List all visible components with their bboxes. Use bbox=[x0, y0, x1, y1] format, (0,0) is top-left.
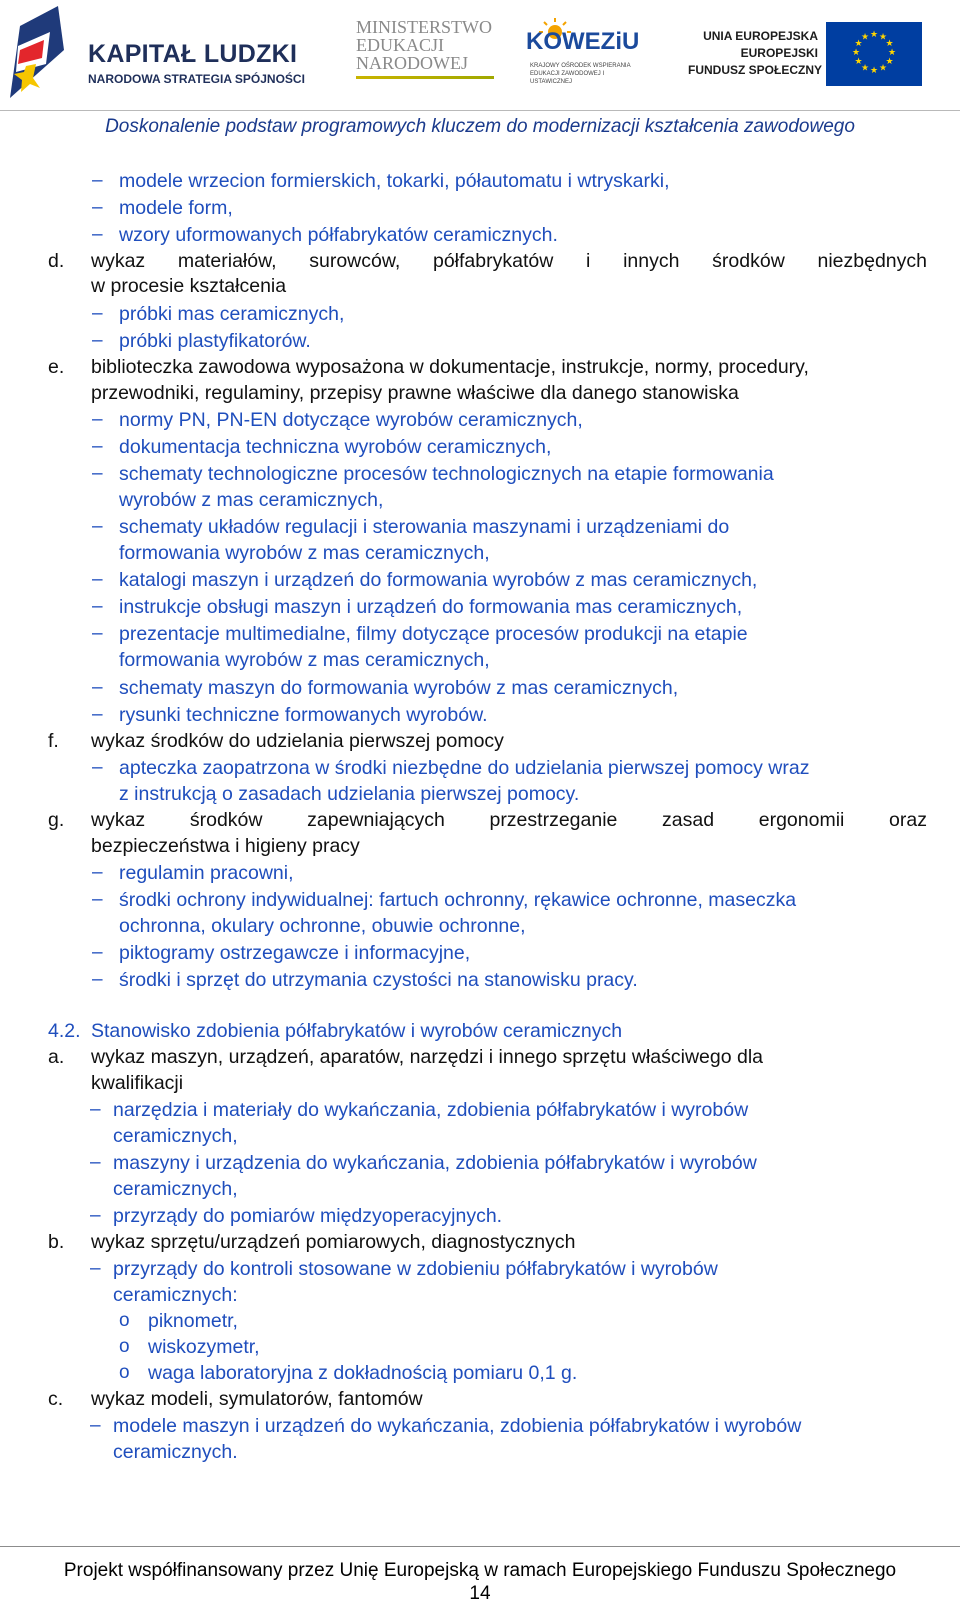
logo-kapital-ludzki bbox=[6, 6, 306, 102]
dash-marker: – bbox=[90, 1152, 101, 1173]
svg-text:★: ★ bbox=[851, 48, 861, 58]
kowezu-title: KOWEZiU bbox=[526, 28, 640, 55]
dash-marker: – bbox=[92, 330, 103, 351]
section-a-heading-cont: kwalifikacji bbox=[91, 1072, 184, 1094]
svg-text:★: ★ bbox=[860, 63, 870, 74]
section-g-heading: wykaz środków zapewniających przestrzeganie zasad ergonomii oraz bbox=[91, 809, 927, 831]
list-item: normy PN, PN-EN dotyczące wyrobów ceramicznych, bbox=[119, 409, 583, 431]
list-item-cont: z instrukcją o zasadach udzielania pierwszej pomocy. bbox=[119, 783, 580, 805]
dash-marker: – bbox=[92, 942, 103, 963]
svg-text:★: ★ bbox=[860, 32, 870, 43]
list-marker-c: c. bbox=[48, 1388, 64, 1410]
men-line-1: MINISTERSTWO bbox=[356, 17, 492, 37]
dash-marker: – bbox=[92, 862, 103, 883]
header-logos bbox=[0, 0, 960, 112]
dash-marker: – bbox=[92, 623, 103, 644]
ue-line-2: EUROPEJSKI bbox=[740, 46, 818, 60]
header-rule bbox=[0, 110, 960, 111]
sub-list-item: piknometr, bbox=[148, 1310, 238, 1332]
list-item: środki i sprzęt do utrzymania czystości na stanowisku pracy. bbox=[119, 969, 638, 991]
dash-marker: – bbox=[92, 197, 103, 218]
list-item: modele wrzecion formierskich, tokarki, półautomatu i wtryskarki, bbox=[119, 170, 670, 192]
list-marker-a: a. bbox=[48, 1046, 65, 1068]
list-marker-b: b. bbox=[48, 1231, 65, 1253]
list-item: przyrządy do kontroli stosowane w zdobieniu półfabrykatów i wyrobów bbox=[113, 1258, 718, 1280]
dash-marker: – bbox=[92, 704, 103, 725]
list-item-cont: formowania wyrobów z mas ceramicznych, bbox=[119, 542, 490, 564]
dash-marker: – bbox=[92, 516, 103, 537]
dash-marker: – bbox=[92, 969, 103, 990]
list-marker-d: d. bbox=[48, 250, 65, 272]
dash-marker: – bbox=[92, 569, 103, 590]
list-item-cont: wyrobów z mas ceramicznych, bbox=[119, 489, 384, 511]
section-d-heading-cont: w procesie kształcenia bbox=[91, 275, 287, 297]
svg-text:★: ★ bbox=[887, 48, 897, 58]
section-c-heading: wykaz modeli, symulatorów, fantomów bbox=[91, 1388, 423, 1410]
svg-text:★: ★ bbox=[885, 57, 894, 67]
list-marker-f: f. bbox=[48, 730, 59, 752]
svg-text:★: ★ bbox=[854, 57, 863, 67]
kapital-ludzki-title: KAPITAŁ LUDZKI bbox=[88, 40, 298, 68]
list-item: rysunki techniczne formowanych wyrobów. bbox=[119, 704, 488, 726]
ue-line-3: FUNDUSZ SPOŁECZNY bbox=[688, 63, 823, 77]
list-marker-e: e. bbox=[48, 356, 65, 378]
list-item-cont: ceramicznych. bbox=[113, 1441, 238, 1463]
list-item: katalogi maszyn i urządzeń do formowania wyrobów z mas ceramicznych, bbox=[119, 569, 758, 591]
list-item-cont: formowania wyrobów z mas ceramicznych, bbox=[119, 649, 490, 671]
list-item: wzory uformowanych półfabrykatów ceramicznych. bbox=[119, 224, 558, 246]
dash-marker: – bbox=[92, 463, 103, 484]
logo-ministerstwo bbox=[356, 18, 506, 88]
list-item: próbki plastyfikatorów. bbox=[119, 330, 311, 352]
kowezu-subtitle: KRAJOWY OŚRODEK WSPIERANIA EDUKACJI ZAWODOWEJ I USTAWICZNEJ bbox=[530, 63, 631, 85]
circle-bullet-marker: o bbox=[119, 1362, 130, 1383]
list-item: modele maszyn i urządzeń do wykańczania, zdobienia półfabrykatów i wyrobów bbox=[113, 1415, 802, 1437]
dash-marker: – bbox=[92, 436, 103, 457]
section-g-heading-cont: bezpieczeństwa i higieny pracy bbox=[91, 835, 360, 857]
list-item: przyrządy do pomiarów międzyoperacyjnych. bbox=[113, 1205, 503, 1227]
men-line-3: NARODOWEJ bbox=[356, 53, 468, 73]
sub-list-item: wiskozymetr, bbox=[148, 1336, 260, 1358]
list-item: środki ochrony indywidualnej: fartuch ochronny, rękawice ochronne, maseczka bbox=[119, 889, 797, 911]
list-item: narzędzia i materiały do wykańczania, zdobienia półfabrykatów i wyrobów bbox=[113, 1099, 749, 1121]
section-f-heading: wykaz środków do udzielania pierwszej pomocy bbox=[91, 730, 504, 752]
svg-text:★: ★ bbox=[869, 30, 879, 40]
dash-marker: – bbox=[92, 303, 103, 324]
dash-marker: – bbox=[92, 889, 103, 910]
kapital-ludzki-subtitle: NARODOWA STRATEGIA SPÓJNOŚCI bbox=[88, 72, 305, 86]
list-item: modele form, bbox=[119, 197, 233, 219]
list-item-cont: ceramicznych, bbox=[113, 1178, 238, 1200]
list-item: instrukcje obsługi maszyn i urządzeń do formowania mas ceramicznych, bbox=[119, 596, 743, 618]
footer-text: Projekt współfinansowany przez Unię Europejską w ramach Europejskiego Funduszu Społecznego bbox=[63, 1560, 897, 1581]
section-d-heading: wykaz materiałów, surowców, półfabrykatów i innych środków niezbędnych bbox=[91, 250, 927, 272]
dash-marker: – bbox=[92, 224, 103, 245]
list-item: maszyny i urządzenia do wykańczania, zdobienia półfabrykatów i wyrobów bbox=[113, 1152, 757, 1174]
svg-text:★: ★ bbox=[878, 32, 888, 43]
kapital-ludzki-emblem-icon bbox=[6, 6, 76, 102]
dash-marker: – bbox=[90, 1258, 101, 1279]
svg-text:★: ★ bbox=[878, 63, 888, 74]
sub-list-item: waga laboratoryjna z dokładnością pomiaru 0,1 g. bbox=[148, 1362, 578, 1384]
list-item: piktogramy ostrzegawcze i informacyjne, bbox=[119, 942, 471, 964]
list-item-cont: ceramicznych, bbox=[113, 1125, 238, 1147]
section-title: Stanowisko zdobienia półfabrykatów i wyrobów ceramicznych bbox=[91, 1020, 623, 1042]
list-marker-g: g. bbox=[48, 809, 65, 831]
eu-stars-icon bbox=[826, 22, 922, 86]
dash-marker: – bbox=[92, 170, 103, 191]
list-item: dokumentacja techniczna wyrobów ceramicznych, bbox=[119, 436, 552, 458]
circle-bullet-marker: o bbox=[119, 1310, 130, 1331]
dash-marker: – bbox=[90, 1415, 101, 1436]
header-title: Doskonalenie podstaw programowych kluczem do modernizacji kształcenia zawodowego bbox=[105, 116, 855, 137]
dash-marker: – bbox=[92, 409, 103, 430]
list-item: próbki mas ceramicznych, bbox=[119, 303, 345, 325]
list-item: regulamin pracowni, bbox=[119, 862, 294, 884]
men-line-2: EDUKACJI bbox=[356, 35, 444, 55]
list-item: schematy technologiczne procesów technologicznych na etapie formowania bbox=[119, 463, 774, 485]
ue-text bbox=[688, 28, 823, 79]
list-item: schematy maszyn do formowania wyrobów z mas ceramicznych, bbox=[119, 677, 679, 699]
svg-text:★: ★ bbox=[854, 39, 863, 49]
dash-marker: – bbox=[90, 1099, 101, 1120]
section-number: 4.2. bbox=[48, 1020, 81, 1042]
section-e-heading: biblioteczka zawodowa wyposażona w dokumentacje, instrukcje, normy, procedury, bbox=[91, 356, 809, 378]
circle-bullet-marker: o bbox=[119, 1336, 130, 1357]
dash-marker: – bbox=[92, 596, 103, 617]
section-a-heading: wykaz maszyn, urządzeń, aparatów, narzędzi i innego sprzętu właściwego dla bbox=[91, 1046, 764, 1068]
dash-marker: – bbox=[92, 677, 103, 698]
men-underline bbox=[356, 76, 494, 79]
footer-rule bbox=[0, 1546, 960, 1547]
list-item: schematy układów regulacji i sterowania maszynami i urządzeniami do bbox=[119, 516, 730, 538]
ue-line-1: UNIA EUROPEJSKA bbox=[703, 29, 818, 43]
eu-flag-icon bbox=[826, 22, 922, 86]
logo-kowezu bbox=[526, 18, 646, 90]
logo-unia-europejska bbox=[688, 22, 938, 86]
dash-marker: – bbox=[92, 757, 103, 778]
page-number: 14 bbox=[469, 1583, 491, 1604]
svg-text:★: ★ bbox=[885, 39, 894, 49]
list-item: prezentacje multimedialne, filmy dotyczące procesów produkcji na etapie bbox=[119, 623, 748, 645]
list-item-cont: ochronna, okulary ochronne, obuwie ochronne, bbox=[119, 915, 526, 937]
list-item-cont: ceramicznych: bbox=[113, 1284, 238, 1306]
section-b-heading: wykaz sprzętu/urządzeń pomiarowych, diagnostycznych bbox=[91, 1231, 576, 1253]
section-e-heading-cont: przewodniki, regulaminy, przepisy prawne właściwe dla danego stanowiska bbox=[91, 382, 739, 404]
dash-marker: – bbox=[90, 1205, 101, 1226]
list-item: apteczka zaopatrzona w środki niezbędne do udzielania pierwszej pomocy wraz bbox=[119, 757, 810, 779]
svg-text:★: ★ bbox=[869, 66, 879, 76]
